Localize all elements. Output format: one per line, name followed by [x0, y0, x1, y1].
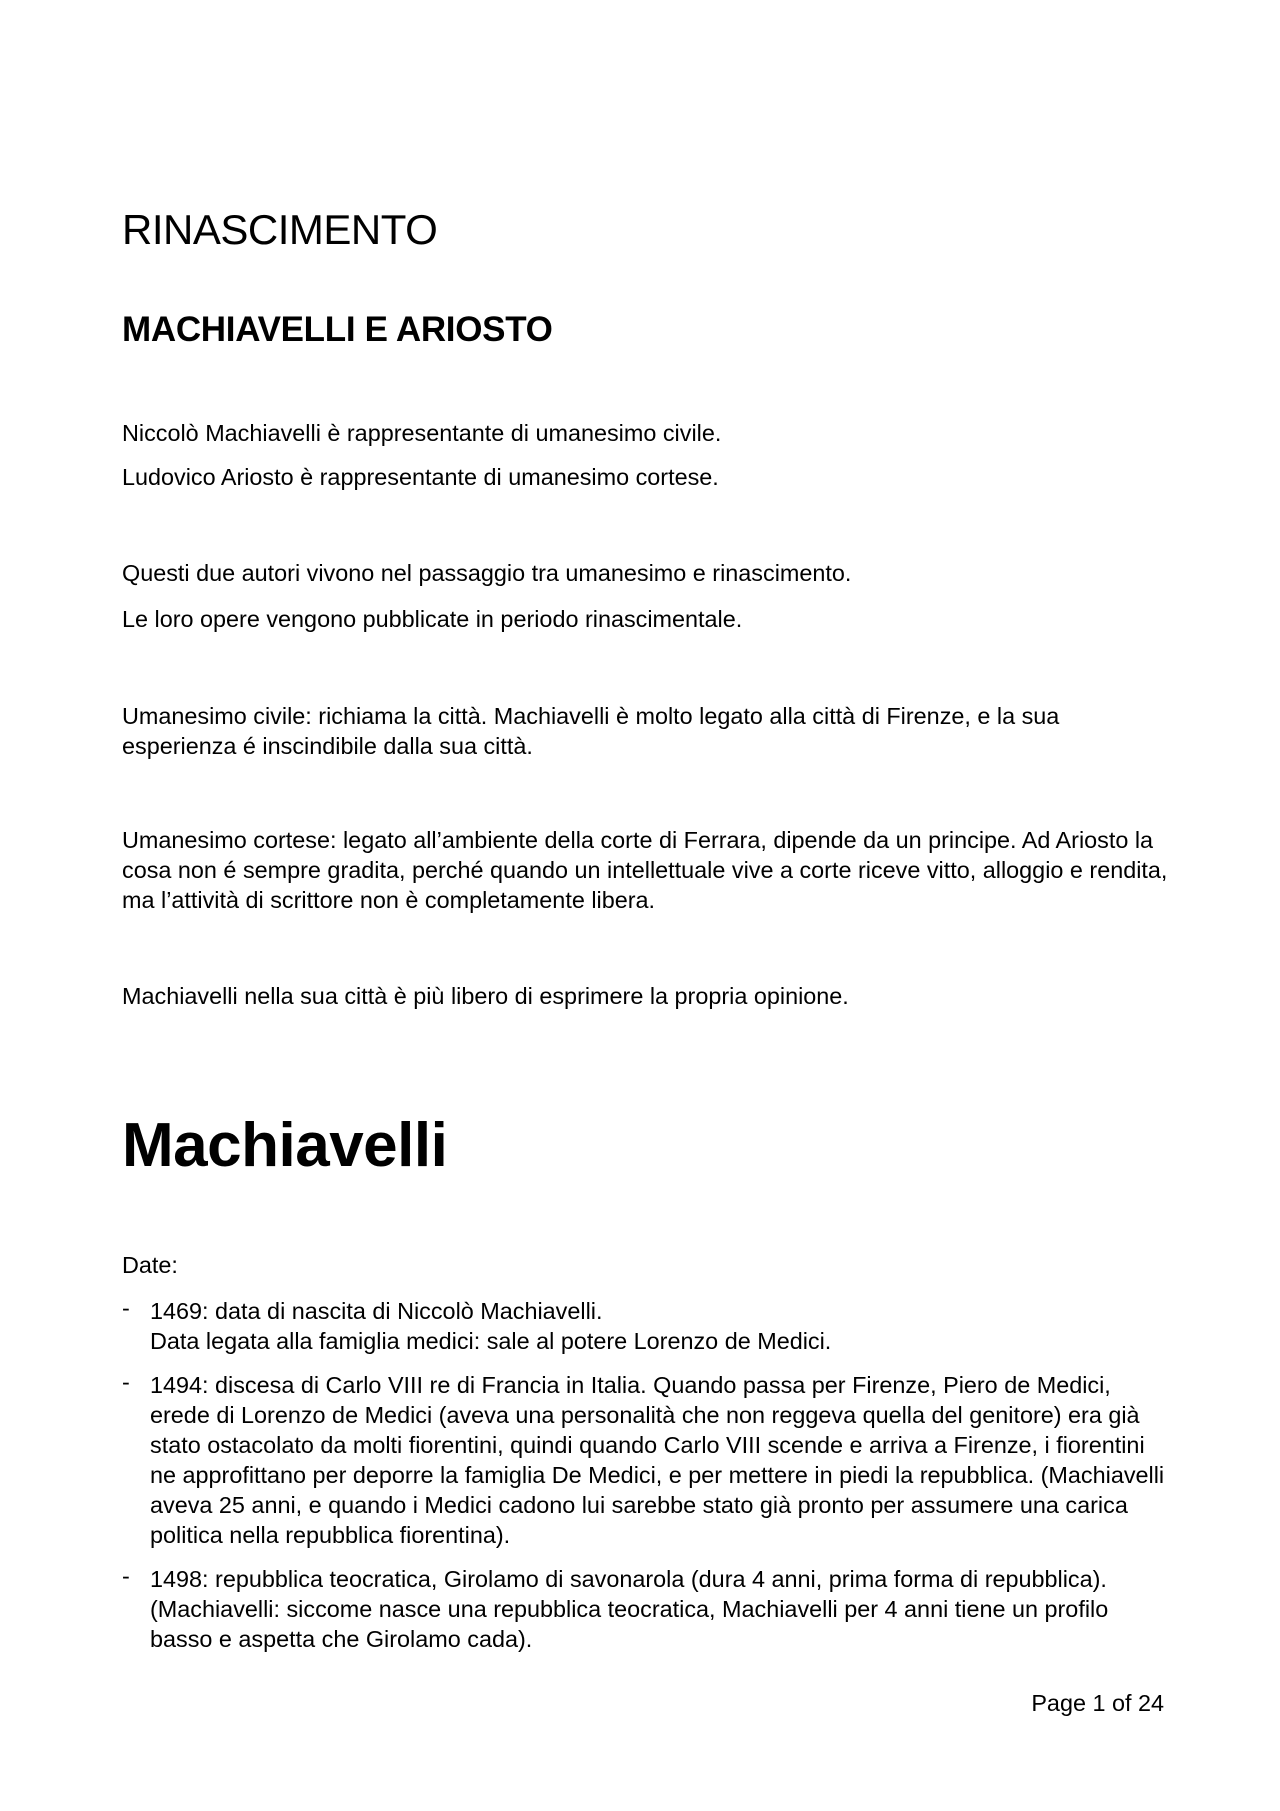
page-number: Page 1 of 24 — [1031, 1690, 1164, 1716]
paragraph-umanesimo-civile: Umanesimo civile: richiama la città. Machiavelli è molto legato alla città di Firenze, e la sua esperienza é inscindibile dalla sua città. — [122, 703, 1060, 759]
list-item — [122, 1296, 1172, 1356]
dash-bullet: - — [122, 1563, 130, 1589]
list-item — [122, 1564, 1172, 1654]
paragraph-opere: Le loro opere vengono pubblicate in periodo rinascimentale. — [122, 606, 743, 632]
dash-bullet: - — [122, 1295, 130, 1321]
paragraph-machiavelli-civile: Niccolò Machiavelli è rappresentante di umanesimo civile. — [122, 420, 722, 446]
main-heading: Machiavelli — [122, 1111, 448, 1180]
list-item-text: 1494: discesa di Carlo VIII re di Francia in Italia. Quando passa per Firenze, Piero de Medici, erede di Lorenzo de Medici (aveva una personalità che non reggeva quella del genitore) era già stato ostacolato da molti fiorentini, quindi quando Carlo VIII scende e arriva a Firenze, i fiorentini ne approfittano per deporre la famiglia De Medici, e per mettere in piedi la repubblica. (Machiavelli aveva 25 anni, e quando i Medici cadono lui sarebbe stato già pronto per assumere una carica politica nella repubblica fiorentina). — [150, 1372, 1165, 1548]
list-item — [122, 1370, 1172, 1550]
paragraph-umanesimo-cortese: Umanesimo cortese: legato all’ambiente della corte di Ferrara, dipende da un principe. Ad Ariosto la cosa non é sempre gradita, perché quando un intellettuale vive a corte riceve vitto, alloggio e rendita, ma l’attività di scrittore non è completamente libera. — [122, 827, 1168, 913]
dash-bullet: - — [122, 1369, 130, 1395]
section-title: RINASCIMENTO — [122, 206, 438, 253]
paragraph-liberta: Machiavelli nella sua città è più libero di esprimere la propria opinione. — [122, 983, 849, 1009]
dates-list — [122, 1296, 1172, 1668]
list-item-text: 1498: repubblica teocratica, Girolamo di savonarola (dura 4 anni, prima forma di repubblica). (Machiavelli: siccome nasce una repubblica teocratica, Machiavelli per 4 anni tiene un profilo basso e aspetta che Girolamo cada). — [150, 1566, 1109, 1652]
dates-label: Date: — [122, 1252, 178, 1278]
paragraph-passaggio: Questi due autori vivono nel passaggio tra umanesimo e rinascimento. — [122, 560, 852, 586]
list-item-text-continued: Data legata alla famiglia medici: sale al potere Lorenzo de Medici. — [150, 1328, 832, 1354]
subtitle: MACHIAVELLI E ARIOSTO — [122, 310, 553, 349]
list-item-text: 1469: data di nascita di Niccolò Machiavelli. — [150, 1298, 603, 1324]
paragraph-ariosto-cortese: Ludovico Ariosto è rappresentante di umanesimo cortese. — [122, 464, 719, 490]
